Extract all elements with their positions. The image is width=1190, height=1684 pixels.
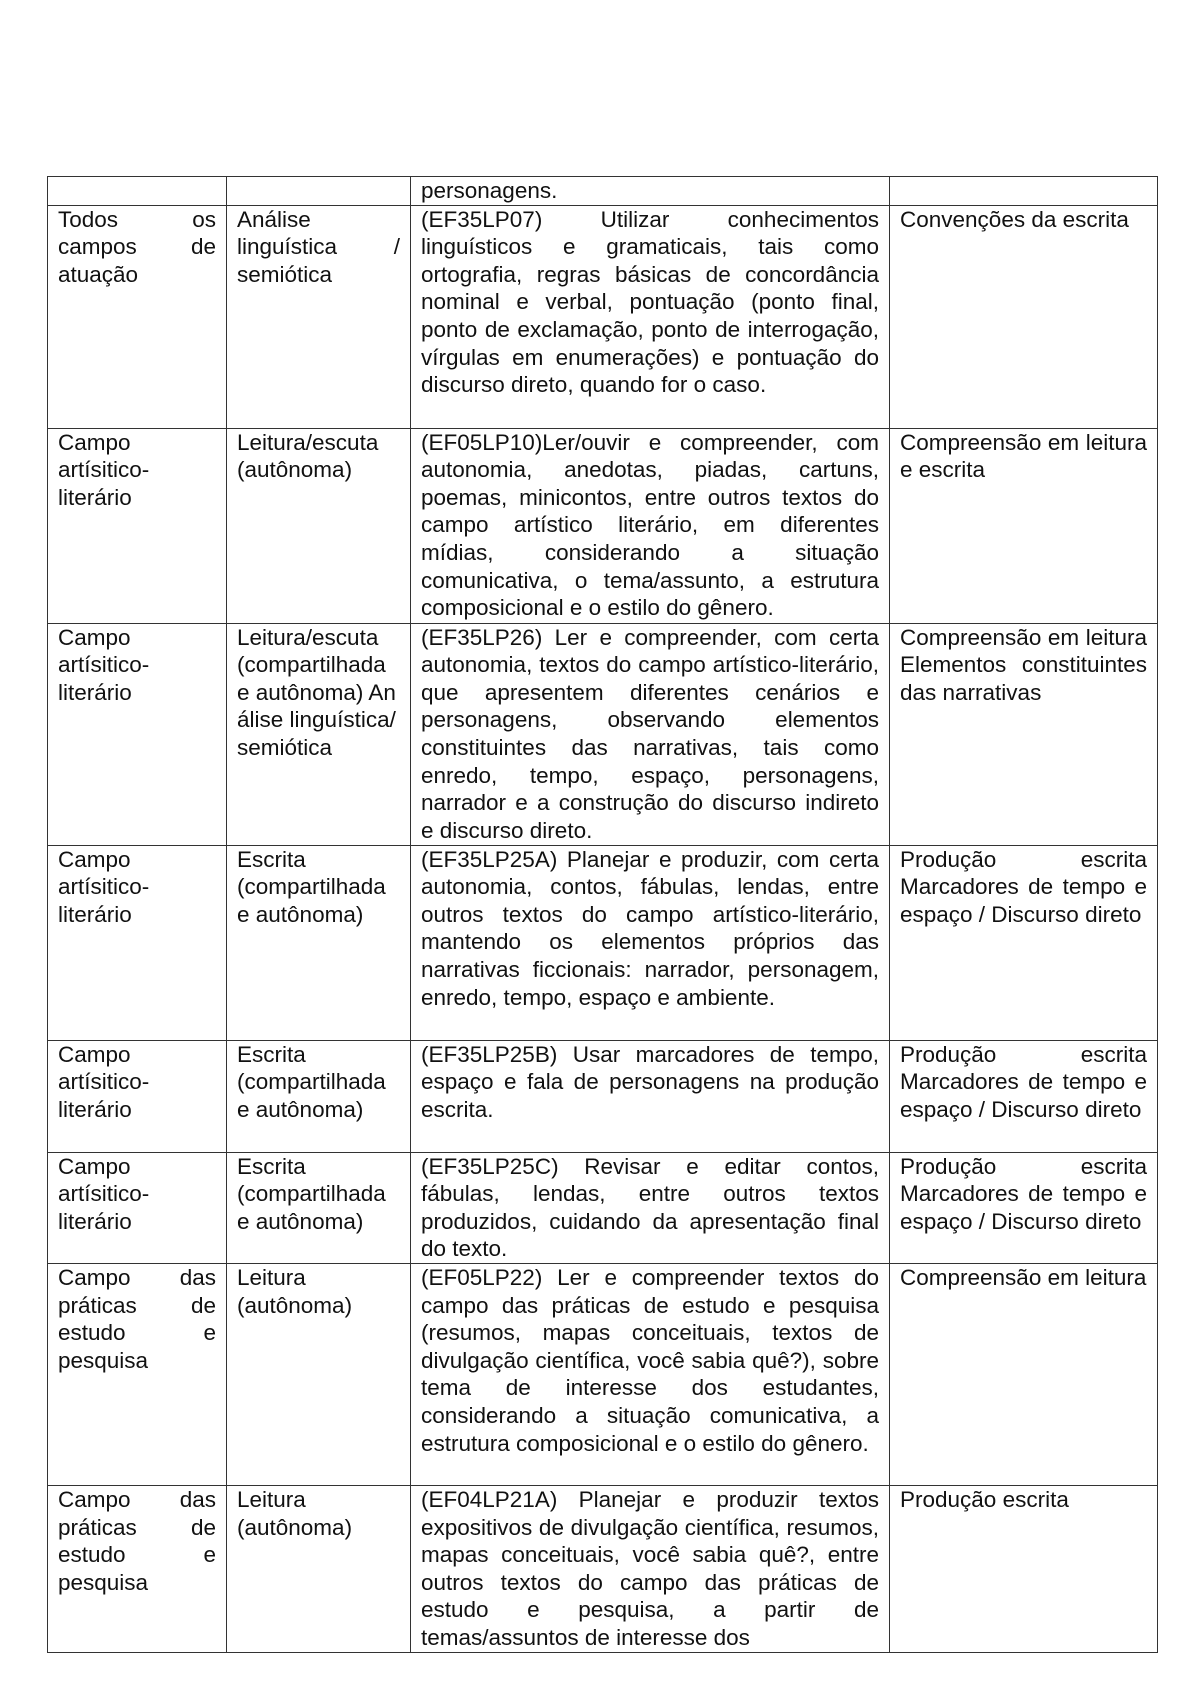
- objeto-cell: Produção escrita Marcadores de tempo e espaço / Discurso direto: [890, 1152, 1158, 1263]
- habilidade-cell: (EF35LP25B) Usar marcadores de tempo, espaço e fala de personagens na produção escrita.: [411, 1040, 890, 1152]
- objeto-cell: Convenções da escrita: [890, 205, 1158, 428]
- table-row: [48, 428, 1158, 623]
- table-row: [48, 1485, 1158, 1652]
- table-row: [48, 1263, 1158, 1485]
- objeto-cell: Produção escrita Marcadores de tempo e espaço / Discurso direto: [890, 1040, 1158, 1152]
- pratica-cell: Leitura (autônoma): [227, 1263, 411, 1485]
- pratica-cell: Leitura/escuta (autônoma): [227, 428, 411, 623]
- pratica-text: Leitura/escuta (compartilhada e autônoma) Análise linguística/semiótica: [237, 624, 396, 760]
- objeto-cell: Compreensão em leitura Elementos constituintes das narrativas: [890, 623, 1158, 845]
- objeto-cell: Compreensão em leitura e escrita: [890, 428, 1158, 623]
- campo-cell: Campo das práticas de estudo e pesquisa: [48, 1263, 227, 1485]
- campo-cell: Campo artísitico-literário: [48, 1152, 227, 1263]
- objeto-cell: [890, 177, 1158, 206]
- objeto-cell: Produção escrita: [890, 1485, 1158, 1652]
- pratica-cell: [227, 177, 411, 206]
- pratica-cell: Leitura (autônoma): [227, 1485, 411, 1652]
- pratica-cell: Escrita (compartilhada e autônoma): [227, 1152, 411, 1263]
- objeto-cell: Produção escrita Marcadores de tempo e espaço / Discurso direto: [890, 845, 1158, 1040]
- habilidade-cell: personagens.: [411, 177, 890, 206]
- campo-cell: Campo artísitico-literário: [48, 845, 227, 1040]
- table-row: [48, 177, 1158, 206]
- table-row: [48, 1040, 1158, 1152]
- pratica-cell: [227, 623, 411, 845]
- campo-cell: Campo artísitico-literário: [48, 1040, 227, 1152]
- table-row: [48, 205, 1158, 428]
- curriculum-table: [47, 176, 1158, 1653]
- habilidade-cell: (EF35LP26) Ler e compreender, com certa autonomia, textos do campo artístico-literário, que apresentem diferentes cenários e personagens, observando elementos constituintes das narrativas, tais como enredo, tempo, espaço, personagens, narrador e a construção do discurso indireto e discurso direto.: [411, 623, 890, 845]
- table-row: [48, 623, 1158, 845]
- habilidade-cell: (EF35LP25A) Planejar e produzir, com certa autonomia, contos, fábulas, lendas, entre outros textos do campo artístico-literário, mantendo os elementos próprios das narrativas ficcionais: narrador, personagem, enredo, tempo, espaço e ambiente.: [411, 845, 890, 1040]
- objeto-cell: Compreensão em leitura: [890, 1263, 1158, 1485]
- campo-cell: Todos os campos de atuação: [48, 205, 227, 428]
- table-row: [48, 1152, 1158, 1263]
- pratica-cell: Escrita (compartilhada e autônoma): [227, 1040, 411, 1152]
- habilidade-cell: (EF35LP07) Utilizar conhecimentos linguísticos e gramaticais, tais como ortografia, regras básicas de concordância nominal e verbal, pontuação (ponto final, ponto de exclamação, ponto de interrogação, vírgulas em enumerações) e pontuação do discurso direto, quando for o caso.: [411, 205, 890, 428]
- campo-cell: Campo artísitico-literário: [48, 428, 227, 623]
- campo-cell: Campo das práticas de estudo e pesquisa: [48, 1485, 227, 1652]
- habilidade-cell: (EF04LP21A) Planejar e produzir textos expositivos de divulgação científica, resumos, mapas conceituais, você sabia quê?, entre outros textos do campo das práticas de estudo e pesquisa, a partir de temas/assuntos de interesse dos: [411, 1485, 890, 1652]
- campo-cell: Campo artísitico-literário: [48, 623, 227, 845]
- pratica-cell: Escrita (compartilhada e autônoma): [227, 845, 411, 1040]
- table-row: [48, 845, 1158, 1040]
- habilidade-cell: (EF05LP10)Ler/ouvir e compreender, com autonomia, anedotas, piadas, cartuns, poemas, minicontos, entre outros textos do campo artístico literário, em diferentes mídias, considerando a situação comunicativa, o tema/assunto, a estrutura composicional e o estilo do gênero.: [411, 428, 890, 623]
- habilidade-cell: (EF05LP22) Ler e compreender textos do campo das práticas de estudo e pesquisa (resumos, mapas conceituais, textos de divulgação científica, você sabia quê?), sobre tema de interesse dos estudantes, considerando a situação comunicativa, a estrutura composicional e o estilo do gênero.: [411, 1263, 890, 1485]
- habilidade-cell: (EF35LP25C) Revisar e editar contos, fábulas, lendas, entre outros textos produzidos, cuidando da apresentação final do texto.: [411, 1152, 890, 1263]
- campo-cell: [48, 177, 227, 206]
- pratica-cell: Análise linguística / semiótica: [227, 205, 411, 428]
